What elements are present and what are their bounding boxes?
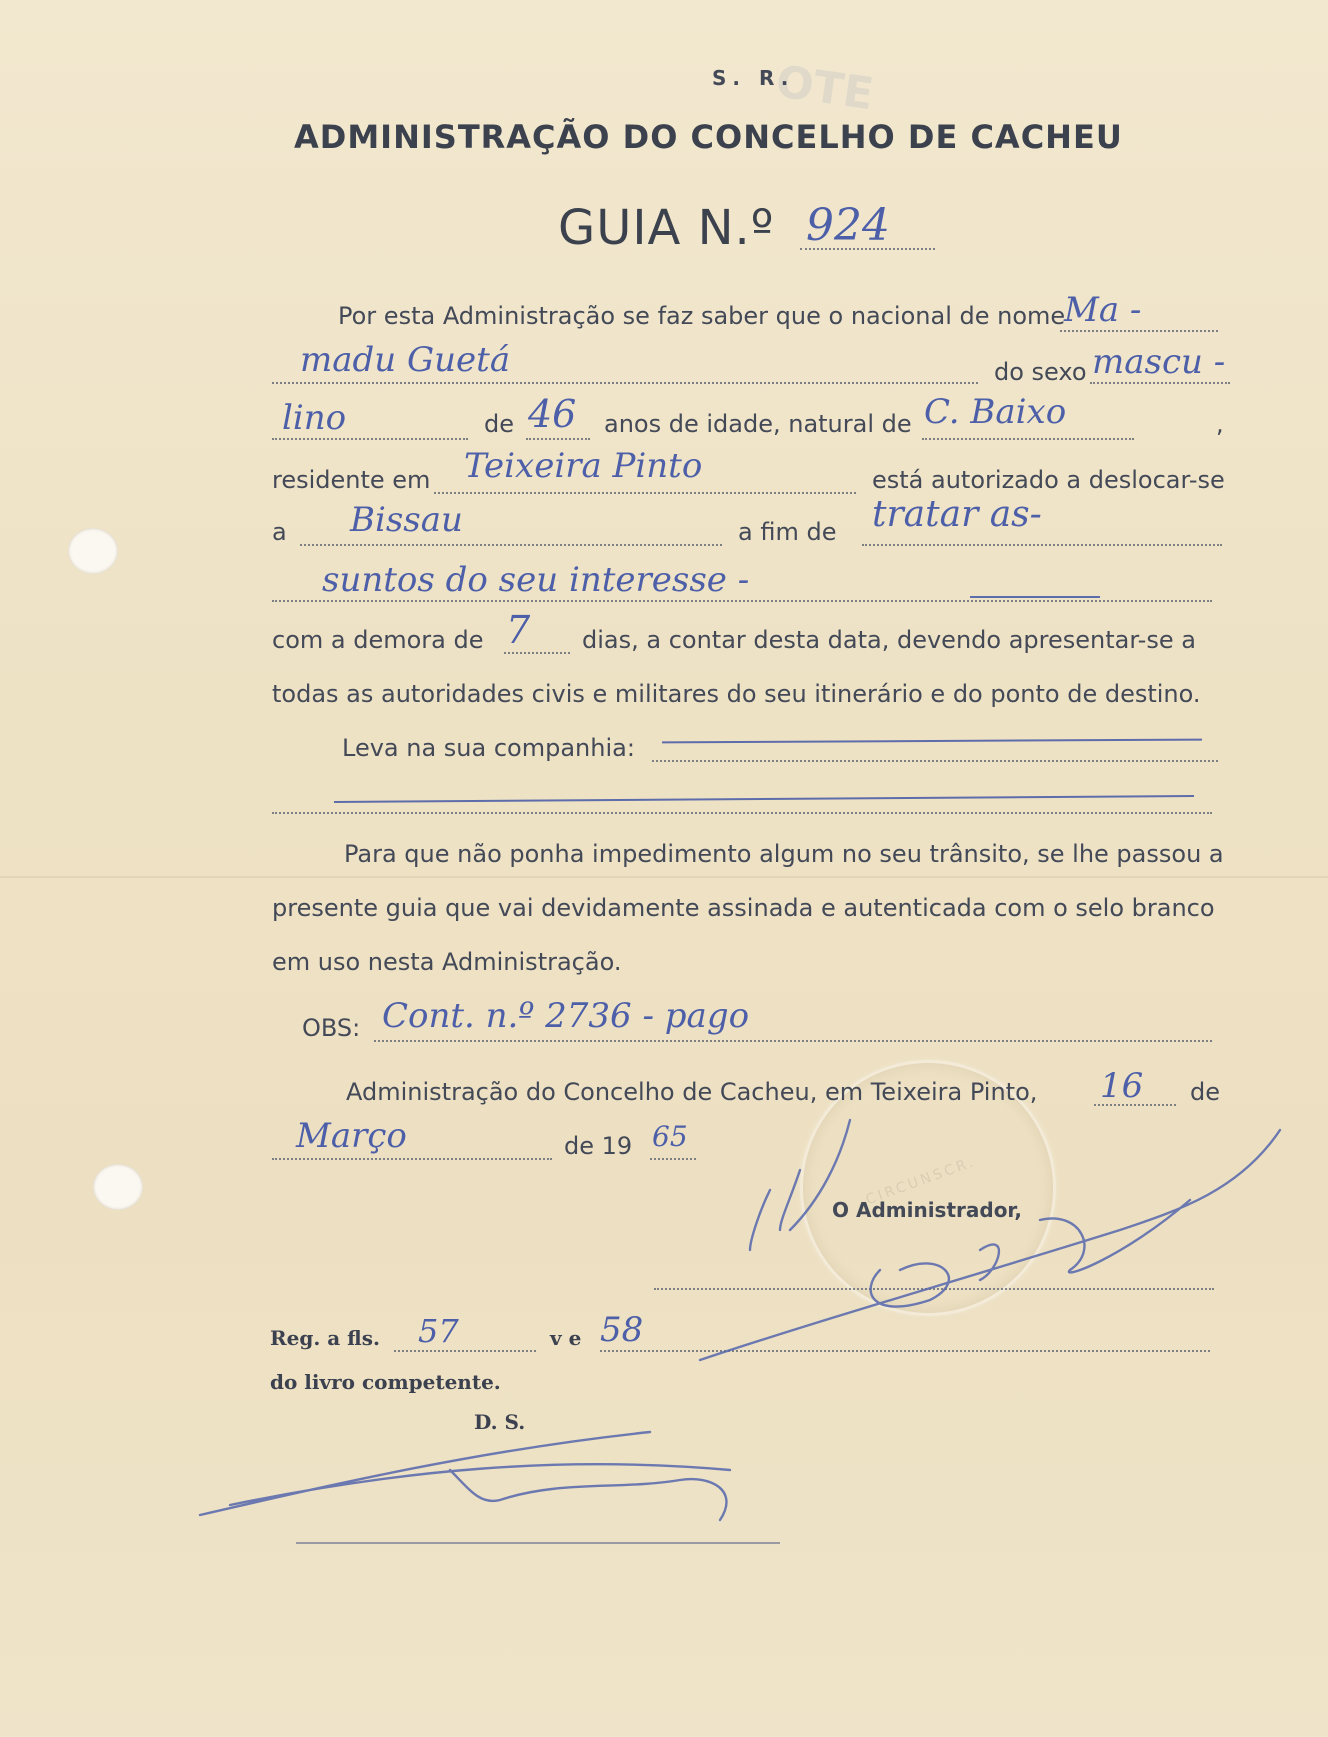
month: Março — [296, 1116, 407, 1156]
dias-label: dias, a contar desta data, devendo apresentar-se a — [582, 626, 1196, 654]
comma: , — [1216, 410, 1224, 438]
reg-label: Reg. a fls. — [270, 1326, 380, 1350]
day: 16 — [1100, 1066, 1144, 1106]
fim-label: a fim de — [738, 518, 837, 546]
year-prefix: de 19 — [564, 1132, 633, 1160]
place-line: Administração do Concelho de Cacheu, em Teixeira Pinto, — [346, 1078, 1038, 1106]
name-part2: madu Guetá — [300, 340, 511, 380]
guia-label: GUIA N.º — [558, 200, 775, 256]
demora-label: com a demora de — [272, 626, 484, 654]
administrador-label: O Administrador, — [832, 1198, 1022, 1222]
livro-label: do livro competente. — [270, 1370, 501, 1394]
de-label: de — [484, 410, 514, 438]
residente-label: residente em — [272, 466, 431, 494]
sexo-part2: lino — [282, 398, 347, 438]
sexo-label: do sexo — [994, 358, 1087, 386]
form-line8: todas as autoridades civis e militares do seu itinerário e do ponto de destino. — [272, 680, 1201, 708]
de-label2: de — [1190, 1078, 1220, 1106]
sexo-part1: mascu - — [1092, 342, 1226, 382]
guia-number: 924 — [806, 200, 890, 251]
autorizado-label: está autorizado a deslocar-se — [872, 466, 1225, 494]
para-line1: Para que não ponha impedimento algum no seu trânsito, se lhe passou a — [344, 840, 1224, 868]
anos-label: anos de idade, natural de — [604, 410, 912, 438]
ds-signature — [200, 1432, 730, 1520]
residente: Teixeira Pinto — [464, 446, 703, 486]
reg-v: 58 — [600, 1310, 644, 1350]
natural: C. Baixo — [924, 392, 1067, 432]
fim-part2: suntos do seu interesse - — [322, 560, 750, 600]
faded-stamp: OTE — [772, 56, 877, 121]
destino: Bissau — [350, 500, 463, 540]
reg-v-label: v e — [550, 1326, 582, 1350]
obs-text: Cont. n.º 2736 - pago — [382, 996, 750, 1036]
reg-fls: 57 — [418, 1312, 459, 1350]
demora: 7 — [506, 608, 531, 652]
age: 46 — [528, 392, 577, 436]
name-part1: Ma - — [1064, 290, 1142, 330]
para-line3: em uso nesta Administração. — [272, 948, 622, 976]
leva-label: Leva na sua companhia: — [342, 734, 635, 762]
form-line1: Por esta Administração se faz saber que o nacional de nome — [338, 302, 1066, 330]
header-administration: ADMINISTRAÇÃO DO CONCELHO DE CACHEU — [294, 118, 1123, 156]
obs-label: OBS: — [302, 1014, 361, 1042]
seal-text: CIRCUNSCR. — [863, 1153, 979, 1209]
header-sr: S. R. — [712, 66, 795, 90]
fim-part1: tratar as- — [872, 494, 1042, 535]
administrador-signature — [700, 1120, 1280, 1360]
a-label: a — [272, 518, 287, 546]
ds-label: D. S. — [474, 1410, 526, 1434]
para-line2: presente guia que vai devidamente assinada e autenticada com o selo branco — [272, 894, 1215, 922]
year-suffix: 65 — [652, 1120, 688, 1153]
